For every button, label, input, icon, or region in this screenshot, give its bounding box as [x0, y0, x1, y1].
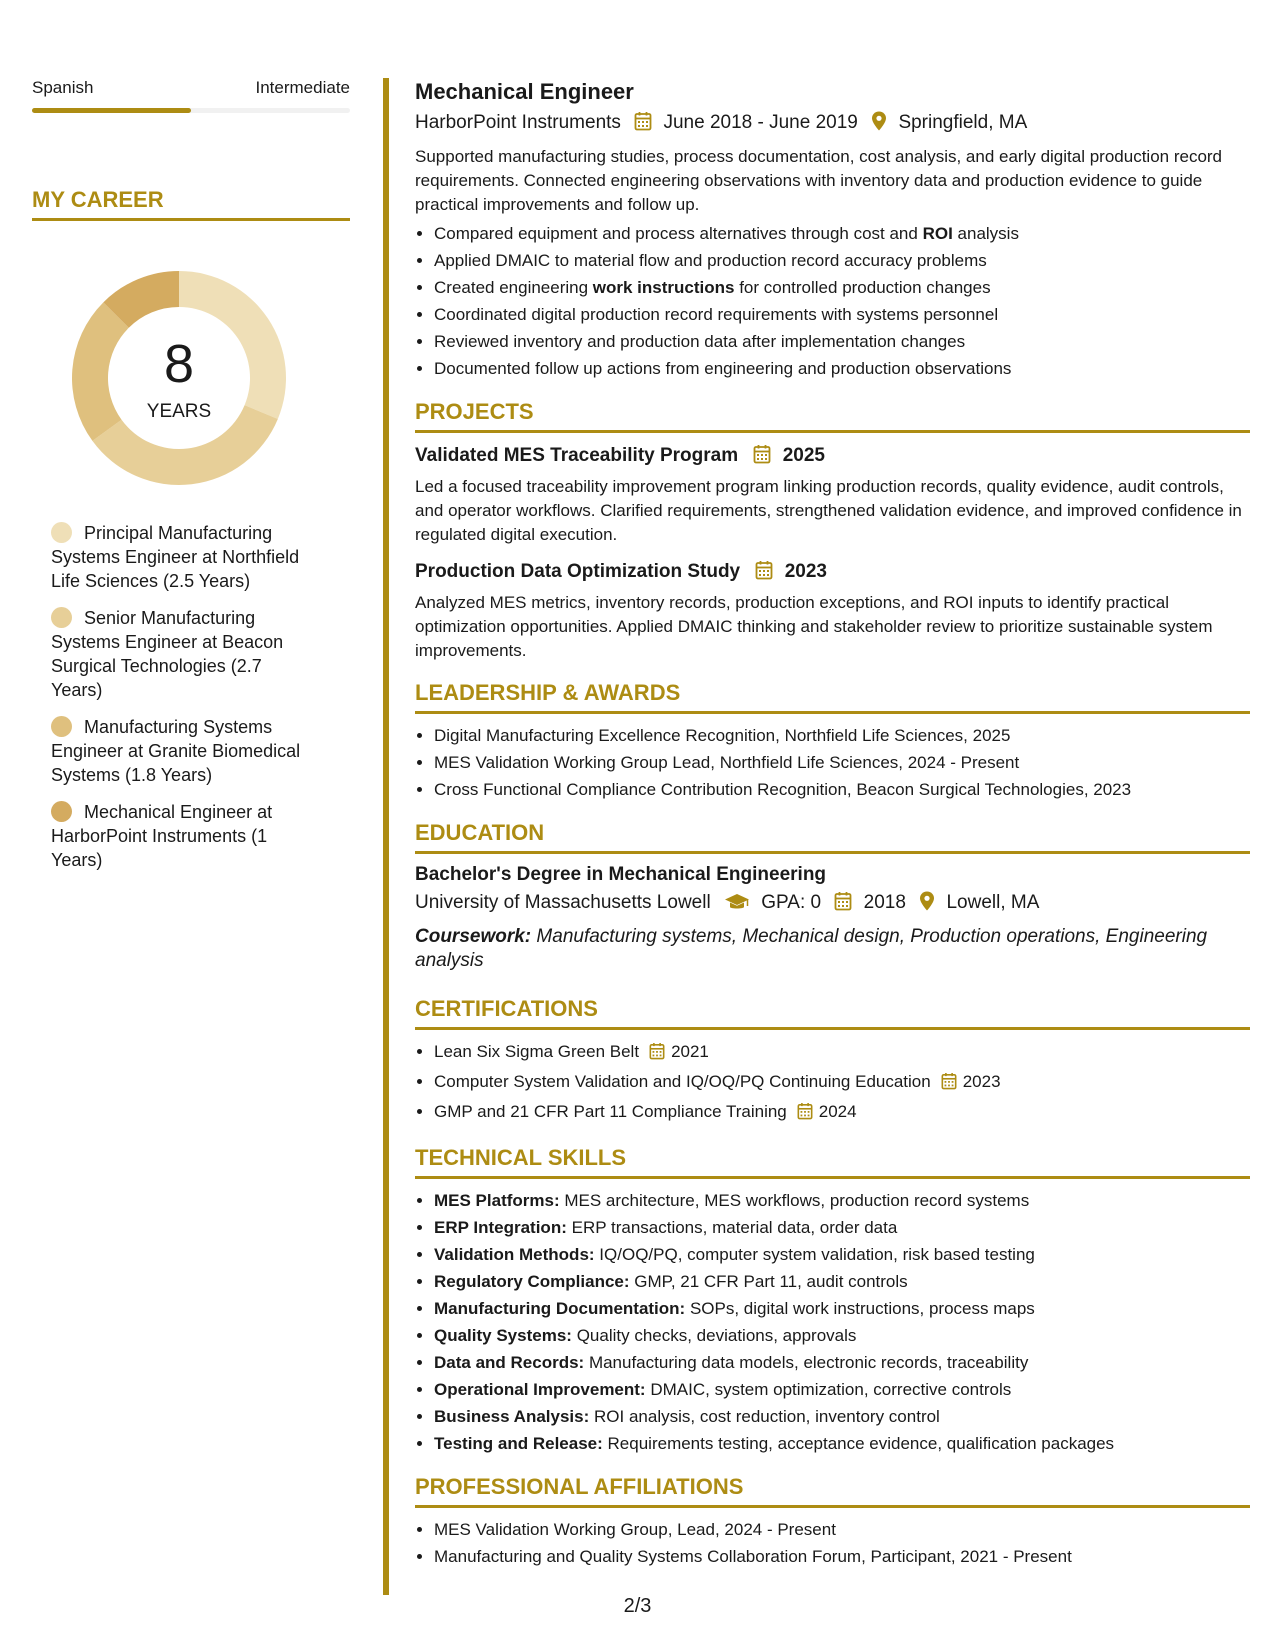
affiliations-list: [415, 1516, 1250, 1570]
legend-item: [51, 800, 313, 872]
job-bullet: • Created engineering work instructions for controlled production changes: [434, 274, 1250, 301]
school-name: University of Massachusetts Lowell: [415, 892, 711, 913]
job-bullet: • Coordinated digital production record requirements with systems personnel: [434, 301, 1250, 328]
graduation-year: 2018: [863, 892, 906, 913]
project-description: Led a focused traceability improvement program linking production records, quality evidence, audit controls, and operator workflows. Clarified requirements, strengthened validation evidence, and improved confidence in regulated digital execution.: [415, 477, 1242, 544]
calendar-icon: [755, 560, 773, 588]
skill-item: • ERP Integration: ERP transactions, material data, order data: [434, 1214, 1250, 1241]
calendar-icon: [797, 1101, 813, 1128]
career-donut-chart: [66, 265, 292, 491]
language-level: Intermediate: [255, 78, 350, 97]
coursework: [415, 925, 1250, 973]
awards-list: [415, 722, 1250, 803]
career-heading: MY CAREER: [32, 187, 350, 221]
certification-item: • Lean Six Sigma Green Belt 2021: [434, 1038, 1250, 1068]
calendar-icon: [649, 1041, 665, 1068]
skill-item: • Manufacturing Documentation: SOPs, digital work instructions, process maps: [434, 1295, 1250, 1322]
affiliation-item: • Manufacturing and Quality Systems Collaboration Forum, Participant, 2021 - Present: [434, 1543, 1250, 1570]
language-name: Spanish: [32, 78, 94, 97]
job-meta: [415, 109, 1250, 137]
legend-dot: [51, 716, 72, 737]
degree-title: Bachelor's Degree in Mechanical Engineering: [415, 864, 827, 885]
job-bullet: • Applied DMAIC to material flow and production record accuracy problems: [434, 247, 1250, 274]
job-dates: June 2018 - June 2019: [663, 112, 858, 133]
career-years-label: YEARS: [146, 401, 212, 422]
language-bar-fill: [32, 108, 191, 113]
legend-dot: [51, 801, 72, 822]
skill-item: • Quality Systems: Quality checks, deviations, approvals: [434, 1322, 1250, 1349]
job-bullet: • Compared equipment and process alternatives through cost and ROI analysis: [434, 220, 1250, 247]
skill-item: • Operational Improvement: DMAIC, system optimization, corrective controls: [434, 1376, 1250, 1403]
legend-label: Senior Manufacturing Systems Engineer at Beacon Surgical Technologies (2.7 Years): [51, 608, 284, 700]
coursework-label: Coursework:: [415, 926, 532, 947]
certifications-heading: CERTIFICATIONS: [415, 995, 1250, 1030]
calendar-icon: [634, 111, 652, 131]
legend-item: [51, 715, 313, 787]
skill-item: • Testing and Release: Requirements testing, acceptance evidence, qualification packages: [434, 1430, 1250, 1457]
job-summary: Supported manufacturing studies, process documentation, cost analysis, and early digital production record requirements. Connected engineering observations with inventory data and production evidence to guide practical improvements and follow up.: [415, 147, 1223, 214]
calendar-icon: [834, 891, 852, 911]
education-heading: EDUCATION: [415, 819, 1250, 854]
award-item: • Cross Functional Compliance Contribution Recognition, Beacon Surgical Technologies, 2023: [434, 776, 1250, 803]
column-divider: [383, 78, 389, 1595]
gpa: GPA: 0: [761, 892, 822, 913]
calendar-icon: [941, 1071, 957, 1098]
job-bullet: • Reviewed inventory and production data after implementation changes: [434, 328, 1250, 355]
language-row: [32, 78, 350, 98]
award-item: • MES Validation Working Group Lead, Northfield Life Sciences, 2024 - Present: [434, 749, 1250, 776]
job-bullet: • Documented follow up actions from engineering and production observations: [434, 355, 1250, 382]
skill-item: • MES Platforms: MES architecture, MES workflows, production record systems: [434, 1187, 1250, 1214]
project-description: Analyzed MES metrics, inventory records, production exceptions, and ROI inputs to identify practical optimization opportunities. Applied DMAIC thinking and stakeholder review to prioritize sustainable system improvements.: [415, 593, 1213, 660]
projects-heading: PROJECTS: [415, 398, 1250, 433]
skill-item: • Business Analysis: ROI analysis, cost reduction, inventory control: [434, 1403, 1250, 1430]
language-bar: [32, 108, 350, 113]
school-location: Lowell, MA: [946, 892, 1040, 913]
skills-list: [415, 1187, 1250, 1457]
career-legend: [32, 521, 350, 872]
location-pin-icon: [919, 891, 935, 911]
skill-item: • Data and Records: Manufacturing data models, electronic records, traceability: [434, 1349, 1250, 1376]
location-pin-icon: [871, 111, 887, 131]
certification-item: • GMP and 21 CFR Part 11 Compliance Training 2024: [434, 1098, 1250, 1128]
affiliation-item: • MES Validation Working Group, Lead, 2024 - Present: [434, 1516, 1250, 1543]
job-location: Springfield, MA: [898, 112, 1028, 133]
skills-heading: TECHNICAL SKILLS: [415, 1144, 1250, 1179]
project-title: Production Data Optimization Study 2023: [415, 559, 1250, 588]
certifications-list: [415, 1038, 1250, 1128]
right-column: [415, 78, 1250, 1570]
legend-label: Mechanical Engineer at HarborPoint Instruments (1 Years): [51, 802, 273, 870]
legend-label: Manufacturing Systems Engineer at Granite Biomedical Systems (1.8 Years): [51, 717, 301, 785]
skill-item: • Regulatory Compliance: GMP, 21 CFR Part 11, audit controls: [434, 1268, 1250, 1295]
affiliations-heading: PROFESSIONAL AFFILIATIONS: [415, 1473, 1250, 1508]
calendar-icon: [753, 444, 771, 472]
skill-item: • Validation Methods: IQ/OQ/PQ, computer system validation, risk based testing: [434, 1241, 1250, 1268]
certification-year: 2021: [671, 1042, 709, 1061]
left-column: [32, 78, 350, 885]
certification-item: • Computer System Validation and IQ/OQ/PQ Continuing Education 2023: [434, 1068, 1250, 1098]
legend-dot: [51, 607, 72, 628]
job-company: HarborPoint Instruments: [415, 112, 621, 133]
education-meta: [415, 889, 1250, 917]
legend-label: Principal Manufacturing Systems Engineer at Northfield Life Sciences (2.5 Years): [51, 523, 300, 591]
certification-year: 2024: [818, 1102, 857, 1121]
page-number: 2/3: [623, 1595, 652, 1617]
coursework-list: Manufacturing systems, Mechanical design, Production operations, Engineering analysis: [415, 926, 1208, 971]
legend-dot: [51, 522, 72, 543]
graduation-cap-icon: [724, 893, 750, 911]
job-bullets: [415, 220, 1250, 382]
career-total-years: 8: [163, 334, 195, 394]
award-item: • Digital Manufacturing Excellence Recognition, Northfield Life Sciences, 2025: [434, 722, 1250, 749]
certification-year: 2023: [962, 1072, 1001, 1091]
project-year: 2025: [782, 445, 825, 466]
awards-heading: LEADERSHIP & AWARDS: [415, 679, 1250, 714]
job-title: Mechanical Engineer: [415, 79, 634, 104]
legend-item: [51, 606, 313, 702]
project-year: 2023: [784, 561, 827, 582]
legend-item: [51, 521, 313, 593]
project-title: Validated MES Traceability Program 2025: [415, 443, 1250, 472]
